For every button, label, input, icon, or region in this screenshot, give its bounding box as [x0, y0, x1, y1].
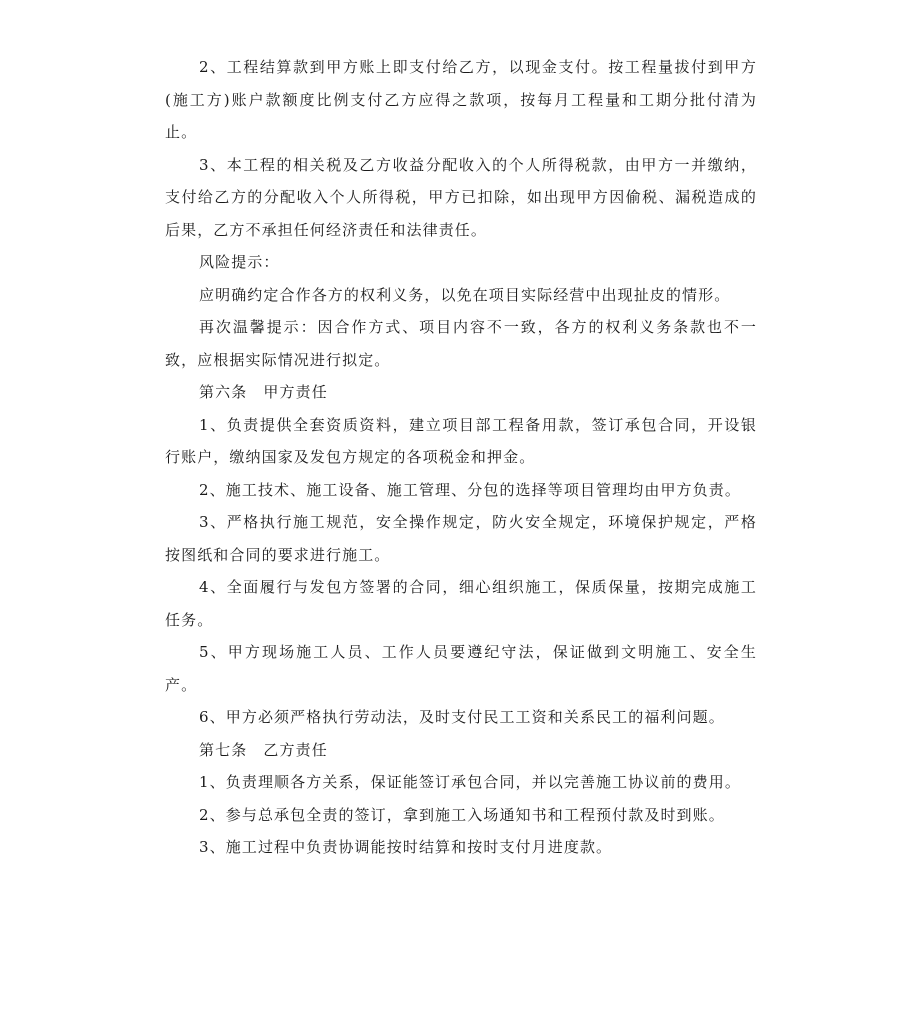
article-six-item-2: 2、施工技术、施工设备、施工管理、分包的选择等项目管理均由甲方负责。 [199, 480, 741, 499]
article-six-item-4: 4、全面履行与发包方签署的合同，细心组织施工，保质保量，按期完成施工任务。 [165, 578, 757, 629]
risk-warning-text: 应明确约定合作各方的权利义务，以免在项目实际经营中出现扯皮的情形。 [199, 285, 731, 304]
article-seven-item-3: 3、施工过程中负责协调能按时结算和按时支付月进度款。 [199, 838, 613, 856]
article-six-heading: 第六条 甲方责任 [199, 383, 328, 401]
article-seven-item-2: 2、参与总承包全责的签订，拿到施工入场通知书和工程预付款及时到账。 [199, 805, 725, 824]
article-seven-heading: 第七条 乙方责任 [199, 740, 328, 759]
reminder-text: 再次温馨提示：因合作方式、项目内容不一致，各方的权利义务条款也不一致，应根据实际情况进行拟定。 [165, 318, 757, 369]
article-six-item-3: 3、严格执行施工规范，安全操作规定，防火安全规定，环境保护规定，严格按图纸和合同的要求进行施工。 [165, 513, 757, 564]
document-body [165, 51, 757, 864]
article-six-item-5: 5、甲方现场施工人员、工作人员要遵纪守法，保证做到文明施工、安全生产。 [165, 643, 757, 694]
article-six-item-6: 6、甲方必须严格执行劳动法，及时支付民工工资和关系民工的福利问题。 [199, 708, 725, 726]
article-seven-item-1: 1、负责理顺各方关系，保证能签订承包合同，并以完善施工协议前的费用。 [199, 773, 741, 791]
risk-warning-heading: 风险提示： [199, 253, 280, 271]
paragraph-settlement-payment: 2、工程结算款到甲方账上即支付给乙方，以现金支付。按工程量拔付到甲方(施工方)账户款额度比例支付乙方应得之款项，按每月工程量和工期分批付清为止。 [165, 58, 757, 141]
article-six-item-1: 1、负责提供全套资质资料，建立项目部工程备用款，签订承包合同，开设银行账户，缴纳国家及发包方规定的各项税金和押金。 [165, 415, 757, 466]
paragraph-tax-payment: 3、本工程的相关税及乙方收益分配收入的个人所得税款，由甲方一并缴纳，支付给乙方的分配收入个人所得税，甲方已扣除，如出现甲方因偷税、漏税造成的后果，乙方不承担任何经济责任和法律责任。 [165, 155, 757, 239]
